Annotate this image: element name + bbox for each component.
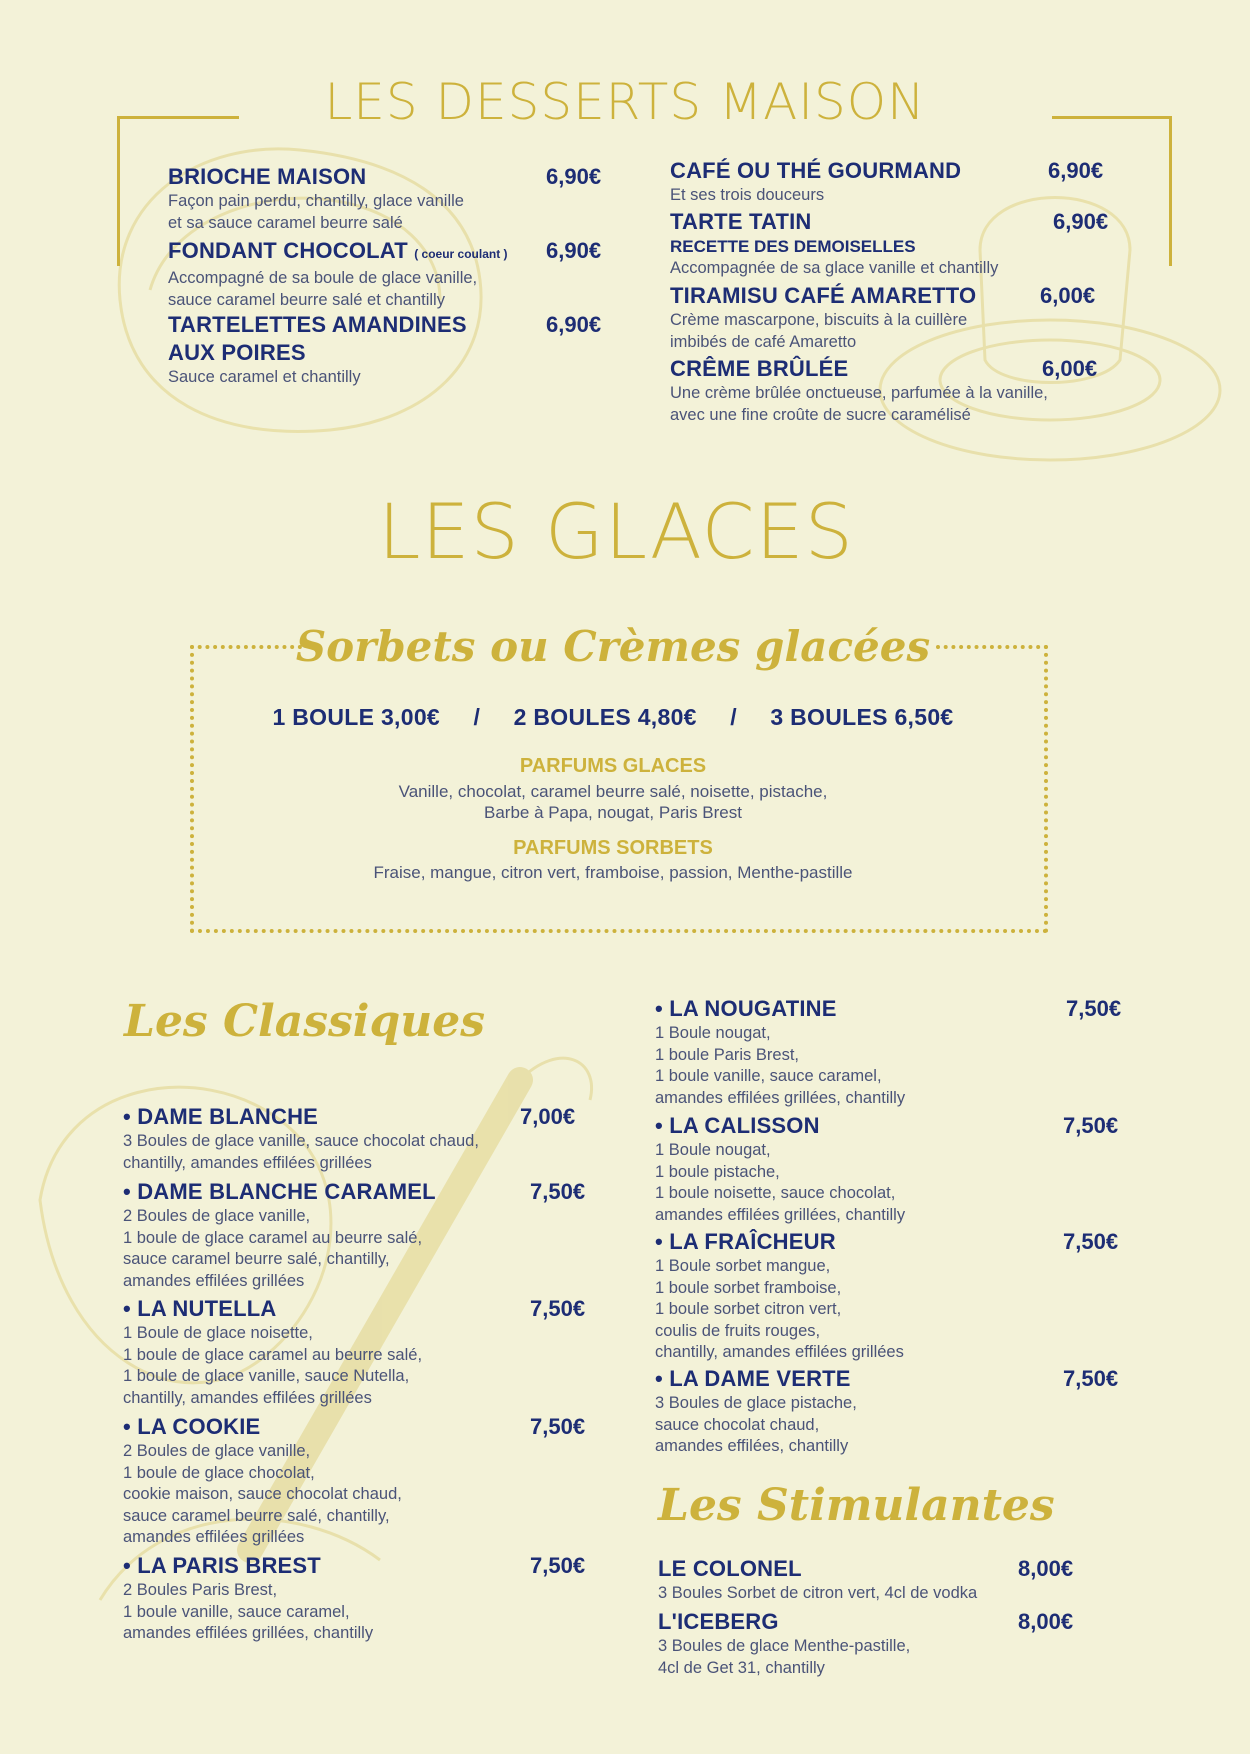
classique-item	[655, 1112, 905, 1226]
dessert-price: 6,90€	[1053, 209, 1109, 234]
dessert-subtitle: RECETTE DES DEMOISELLES	[670, 237, 916, 256]
classique-price: 7,00€	[520, 1104, 576, 1129]
stimulante-desc-line: 3 Boules de glace Menthe-pastille,	[658, 1637, 911, 1655]
classique-desc-line: 1 Boule de glace noisette,	[123, 1324, 313, 1342]
classique-desc-line: sauce chocolat chaud,	[655, 1415, 820, 1434]
classique-price: 7,50€	[1063, 1229, 1119, 1254]
classique-name: • DAME BLANCHE	[123, 1104, 319, 1129]
classique-desc-line: 2 Boules Paris Brest,	[123, 1581, 278, 1599]
classique-desc-line: amandes effilées grillées, chantilly	[123, 1624, 374, 1642]
classique-desc-line: cookie maison, sauce chocolat chaud,	[123, 1485, 402, 1503]
desserts-frame-right	[1169, 116, 1172, 266]
classique-item	[123, 1552, 373, 1645]
stimulantes-title: Les Stimulantes	[658, 1480, 1055, 1531]
classique-item	[123, 1103, 479, 1174]
dessert-name: BRIOCHE MAISON	[168, 164, 367, 189]
classique-desc-line: 1 Boule nougat,	[655, 1141, 771, 1159]
classique-desc-line: 2 Boules de glace vanille,	[123, 1207, 311, 1225]
stimulante-item	[658, 1608, 910, 1679]
stimulante-price: 8,00€	[1018, 1609, 1074, 1634]
classique-desc-line: 1 boule de glace vanille, sauce Nutella,	[123, 1367, 410, 1385]
dessert-name: TARTELETTES AMANDINES	[168, 312, 467, 337]
classique-desc-line: chantilly, amandes effilées grillées	[655, 1343, 904, 1361]
desserts-frame-top-right	[1052, 116, 1172, 119]
dessert-name-text: FONDANT CHOCOLAT	[168, 238, 408, 263]
classique-name: • LA FRAÎCHEUR	[655, 1229, 836, 1254]
classique-desc-line: coulis de fruits rouges,	[655, 1321, 821, 1340]
parfums-glaces-title: PARFUMS GLACES	[519, 755, 707, 777]
classique-price: 7,50€	[1063, 1366, 1119, 1391]
classique-price: 7,50€	[530, 1553, 586, 1578]
dessert-note: ( coeur coulant )	[414, 247, 508, 261]
classique-price: 7,50€	[530, 1296, 586, 1321]
classique-item	[123, 1413, 402, 1549]
parfums-sorbets-line: Fraise, mangue, citron vert, framboise, passion, Menthe-pastille	[373, 863, 853, 882]
classique-price: 7,50€	[1063, 1113, 1119, 1138]
dessert-price: 6,90€	[1048, 158, 1104, 183]
stimulante-name: L'ICEBERG	[658, 1609, 779, 1634]
classiques-title: Les Classiques	[124, 996, 486, 1047]
classique-item	[655, 1228, 904, 1364]
classique-desc-line: chantilly, amandes effilées grillées	[123, 1388, 372, 1407]
desserts-frame-left	[117, 116, 120, 266]
stimulante-desc-line: 4cl de Get 31, chantilly	[658, 1658, 825, 1677]
classique-desc-line: 1 boule vanille, sauce caramel,	[655, 1067, 882, 1085]
classique-desc-line: 1 boule pistache,	[655, 1162, 780, 1181]
dessert-name	[168, 237, 508, 268]
dessert-desc-line: et sa sauce caramel beurre salé	[168, 213, 403, 232]
dessert-desc-line: Crème mascarpone, biscuits à la cuillère	[670, 311, 968, 329]
classique-price: 7,50€	[1066, 996, 1122, 1021]
sorbets-title: Sorbets ou Crèmes glacées	[295, 622, 931, 671]
dessert-price: 6,90€	[546, 238, 602, 263]
classique-name: • DAME BLANCHE CARAMEL	[123, 1179, 436, 1204]
classique-desc-line: 1 boule de glace caramel au beurre salé,	[123, 1228, 423, 1247]
dessert-item-fondant	[168, 237, 508, 311]
classique-desc-line: 1 boule noisette, sauce chocolat,	[655, 1184, 896, 1202]
dessert-price: 6,90€	[546, 312, 602, 337]
classique-desc-line: amandes effilées grillées, chantilly	[655, 1205, 906, 1224]
parfums-glaces-line: Vanille, chocolat, caramel beurre salé, noisette, pistache,	[398, 782, 828, 801]
classique-name: • LA COOKIE	[123, 1414, 261, 1439]
dessert-desc-line: Et ses trois douceurs	[670, 186, 825, 204]
dessert-item-cafe-gourmand	[670, 157, 961, 207]
classique-desc-line: amandes effilées grillées	[123, 1271, 305, 1290]
dessert-desc-line: Façon pain perdu, chantilly, glace vanille	[168, 192, 464, 210]
classique-desc-line: 1 boule de glace caramel au beurre salé,	[123, 1345, 423, 1364]
dessert-name-line2: AUX POIRES	[168, 340, 306, 365]
classique-desc-line: amandes effilées, chantilly	[655, 1437, 849, 1455]
dessert-item-brioche	[168, 163, 464, 234]
dessert-price: 6,00€	[1042, 356, 1098, 381]
classique-price: 7,50€	[530, 1179, 586, 1204]
dessert-item-tarte-tatin	[670, 208, 998, 280]
dessert-desc-line: Une crème brûlée onctueuse, parfumée à la vanille,	[670, 384, 1048, 402]
classique-desc-line: 2 Boules de glace vanille,	[123, 1442, 311, 1460]
desserts-frame-top-left	[117, 116, 239, 119]
classique-item	[123, 1178, 436, 1292]
classique-desc-line: sauce caramel beurre salé, chantilly,	[123, 1250, 390, 1268]
stimulante-desc-line: 3 Boules Sorbet de citron vert, 4cl de vodka	[658, 1584, 978, 1602]
classique-name: • LA NUTELLA	[123, 1296, 277, 1321]
dessert-item-tartelettes	[168, 311, 467, 389]
stimulante-name: LE COLONEL	[658, 1556, 802, 1581]
classique-desc-line: chantilly, amandes effilées grillées	[123, 1153, 372, 1172]
dessert-desc-line: imbibés de café Amaretto	[670, 332, 857, 351]
glaces-title: LES GLACES	[378, 487, 854, 576]
dessert-item-creme-brulee	[670, 355, 1048, 426]
dessert-desc-line: Accompagné de sa boule de glace vanille,	[168, 269, 478, 287]
classique-desc-line: amandes effilées grillées, chantilly	[655, 1088, 906, 1107]
classique-name: • LA PARIS BREST	[123, 1553, 321, 1578]
dessert-desc-line: avec une fine croûte de sucre caramélisé	[670, 405, 971, 424]
classique-item	[655, 1365, 857, 1458]
classique-desc-line: 1 Boule nougat,	[655, 1024, 771, 1042]
classique-desc-line: 1 boule sorbet citron vert,	[655, 1300, 842, 1318]
stimulante-item	[658, 1555, 977, 1605]
parfums-sorbets-title: PARFUMS SORBETS	[513, 837, 713, 859]
classique-desc-line: 3 Boules de glace vanille, sauce chocolat chaud,	[123, 1132, 479, 1150]
dessert-name: TARTE TATIN	[670, 209, 812, 234]
classique-item	[123, 1295, 422, 1409]
dessert-item-tiramisu	[670, 282, 976, 353]
classique-desc-line: 3 Boules de glace pistache,	[655, 1394, 857, 1412]
classique-price: 7,50€	[530, 1414, 586, 1439]
classique-desc-line: 1 boule sorbet framboise,	[655, 1278, 842, 1297]
classique-item	[655, 995, 905, 1109]
dessert-name: TIRAMISU CAFÉ AMARETTO	[670, 283, 977, 308]
scoop-prices: 1 BOULE 3,00€ / 2 BOULES 4,80€ / 3 BOULES 6,50€	[272, 704, 954, 730]
classique-desc-line: 1 boule vanille, sauce caramel,	[123, 1602, 350, 1621]
stimulante-price: 8,00€	[1018, 1556, 1074, 1581]
classique-name: • LA NOUGATINE	[655, 996, 837, 1021]
dessert-desc-line: Accompagnée de sa glace vanille et chantilly	[670, 259, 999, 277]
dessert-price: 6,90€	[546, 164, 602, 189]
dessert-desc-line: sauce caramel beurre salé et chantilly	[168, 290, 445, 309]
dessert-name: CRÊME BRÛLÉE	[670, 356, 849, 381]
classique-desc-line: 1 Boule sorbet mangue,	[655, 1257, 831, 1275]
classique-name: • LA CALISSON	[655, 1113, 820, 1138]
classique-desc-line: amandes effilées grillées	[123, 1528, 305, 1546]
classique-desc-line: 1 boule de glace chocolat,	[123, 1463, 315, 1482]
dessert-name: CAFÉ OU THÉ GOURMAND	[670, 158, 962, 183]
dessert-price: 6,00€	[1040, 283, 1096, 308]
classique-desc-line: 1 boule Paris Brest,	[655, 1045, 799, 1064]
dessert-desc-line: Sauce caramel et chantilly	[168, 368, 361, 386]
desserts-title: LES DESSERTS MAISON	[324, 73, 926, 131]
parfums-glaces-line: Barbe à Papa, nougat, Paris Brest	[484, 803, 742, 822]
classique-name: • LA DAME VERTE	[655, 1366, 851, 1391]
classique-desc-line: sauce caramel beurre salé, chantilly,	[123, 1506, 390, 1525]
